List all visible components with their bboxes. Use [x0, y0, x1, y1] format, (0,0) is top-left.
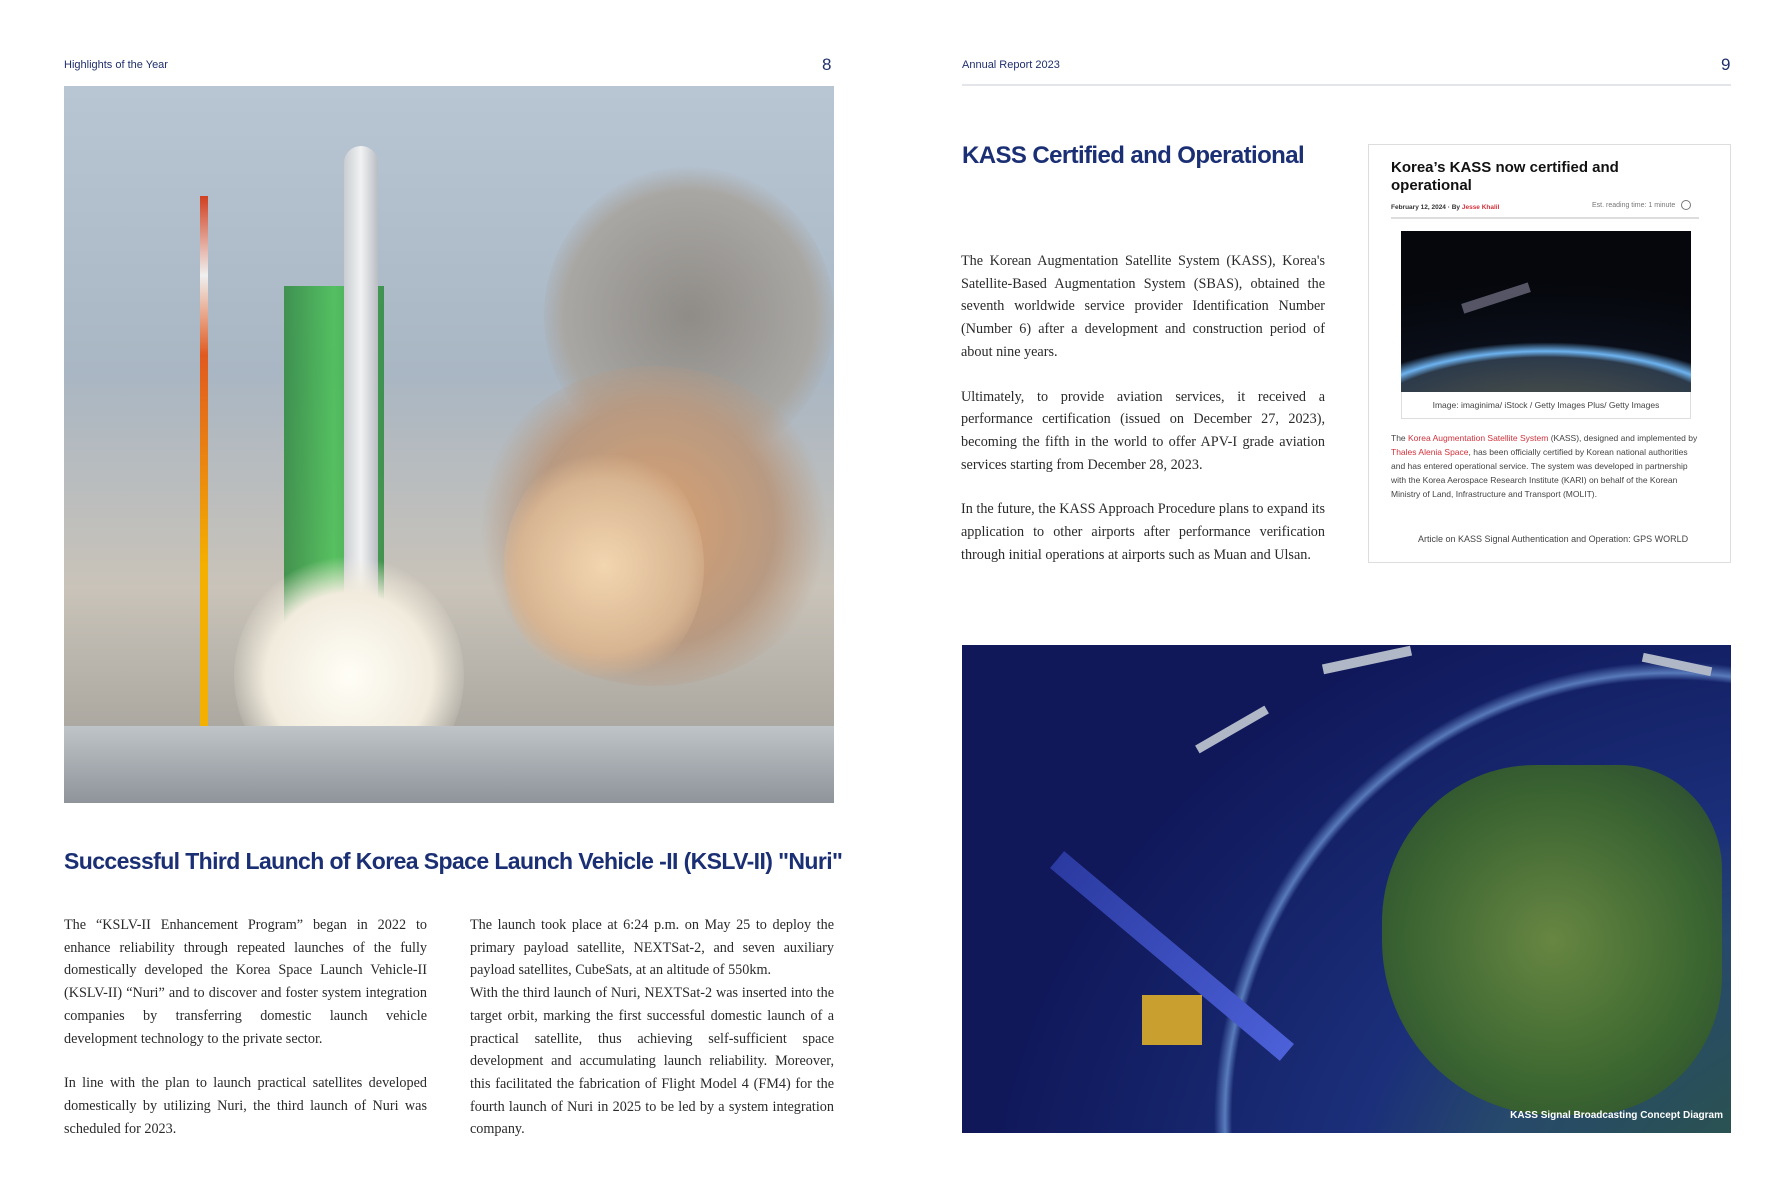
- satellite-icon: [1322, 646, 1412, 674]
- running-header-right: Annual Report 2023: [962, 59, 1060, 71]
- korea-map: [1382, 765, 1722, 1115]
- satellite-icon: [1142, 995, 1202, 1045]
- satellite-icon: [1195, 706, 1269, 754]
- paragraph: Ultimately, to provide aviation services, it received a performance certification (issued on December 27, 2023), becoming the fifth in the world to offer APV-I grade aviation services starting from December 28, 2023.: [961, 388, 1325, 473]
- article-card: [1368, 144, 1731, 563]
- paragraph: The Korean Augmentation Satellite System (KASS), Korea's Satellite-Based Augmentation System (SBAS), obtained the seventh worldwide service provider Identification Number (Number 6) after a development and construction period of about nine years.: [961, 253, 1325, 360]
- paragraph: In the future, the KASS Approach Procedure plans to expand its application to other airports after performance verification through initial operations at airports such as Muan and Ulsan.: [961, 501, 1325, 563]
- reading-time-text: Est. reading time: 1 minute: [1592, 201, 1676, 209]
- paragraph: The “KSLV-II Enhancement Program” began in 2022 to enhance reliability through repeated launches of the fully domestically developed the Korea Space Launch Vehicle-II (KSLV-II) “Nuri” and to discover and foster system integration companies by transferring domestic launch vehicle development technology to the private sector.: [64, 917, 427, 1047]
- article-footer: Article on KASS Signal Authentication and Operation: GPS WORLD: [1418, 534, 1689, 544]
- running-header-left: Highlights of the Year: [64, 59, 168, 71]
- paragraph: The launch took place at 6:24 p.m. on May 25 to deploy the primary payload satellite, NEXTSat-2, and seven auxiliary payload satellites, CubeSats, at an altitude of 550km.: [470, 917, 834, 979]
- text: , has been officially certified by Korean national authorities and has entered operational service. The system was developed in partnership with the Korea Aerospace Research Institute (KARI) on behalf of the Korean Ministry of Land, Infrastructure and Transport (MOLIT).: [1391, 447, 1688, 499]
- article-date: February 12, 2024: [1391, 204, 1446, 211]
- left-page-title: Successful Third Launch of Korea Space Launch Vehicle -II (KSLV-II) "Nuri": [64, 848, 843, 874]
- thales-link[interactable]: Thales Alenia Space: [1391, 447, 1469, 457]
- kass-concept-diagram: [962, 645, 1731, 1133]
- page-number-left: 8: [822, 55, 832, 74]
- kass-link[interactable]: Korea Augmentation Satellite System: [1408, 433, 1549, 443]
- article-byline: [1391, 204, 1499, 211]
- page-number-right: 9: [1721, 55, 1731, 74]
- clock-icon: [1681, 200, 1691, 210]
- diagram-caption: KASS Signal Broadcasting Concept Diagram: [1510, 1110, 1723, 1121]
- reading-time: [1592, 200, 1691, 210]
- satellite-earth-image: [1401, 231, 1691, 392]
- text: (KASS), designed and implemented by: [1548, 433, 1698, 443]
- satellite-icon: [1461, 282, 1531, 313]
- rocket-launch-photo: [64, 86, 834, 803]
- paragraph: In line with the plan to launch practical satellites developed domestically by utilizing Nuri, the third launch of Nuri was scheduled for 2023.: [64, 1075, 427, 1137]
- left-column-1: [64, 914, 427, 1162]
- divider: [1391, 217, 1699, 219]
- text: The: [1391, 433, 1409, 443]
- author-link[interactable]: Jesse Khalil: [1461, 204, 1500, 211]
- right-page-title: KASS Certified and Operational: [962, 142, 1305, 169]
- paragraph: With the third launch of Nuri, NEXTSat-2 was inserted into the target orbit, marking the first successful domestic launch of a practical satellite, thus achieving self-sufficient space development and accumulating launch reliability. Moreover, this facilitated the fabrication of Flight Model 4 (FM4) for the fourth launch of Nuri in 2025 to be led by a system integration company.: [470, 985, 834, 1138]
- image-credit: Image: imaginima/ iStock / Getty Images Plus/ Getty Images: [1401, 392, 1691, 419]
- left-column-2: [470, 914, 834, 1163]
- header-divider: [962, 84, 1731, 86]
- right-body: [961, 250, 1325, 588]
- article-excerpt: [1391, 431, 1703, 501]
- satellite-icon: [1642, 653, 1712, 676]
- article-headline: Korea’s KASS now certified and operational: [1391, 159, 1619, 194]
- by-label: · By: [1445, 204, 1462, 211]
